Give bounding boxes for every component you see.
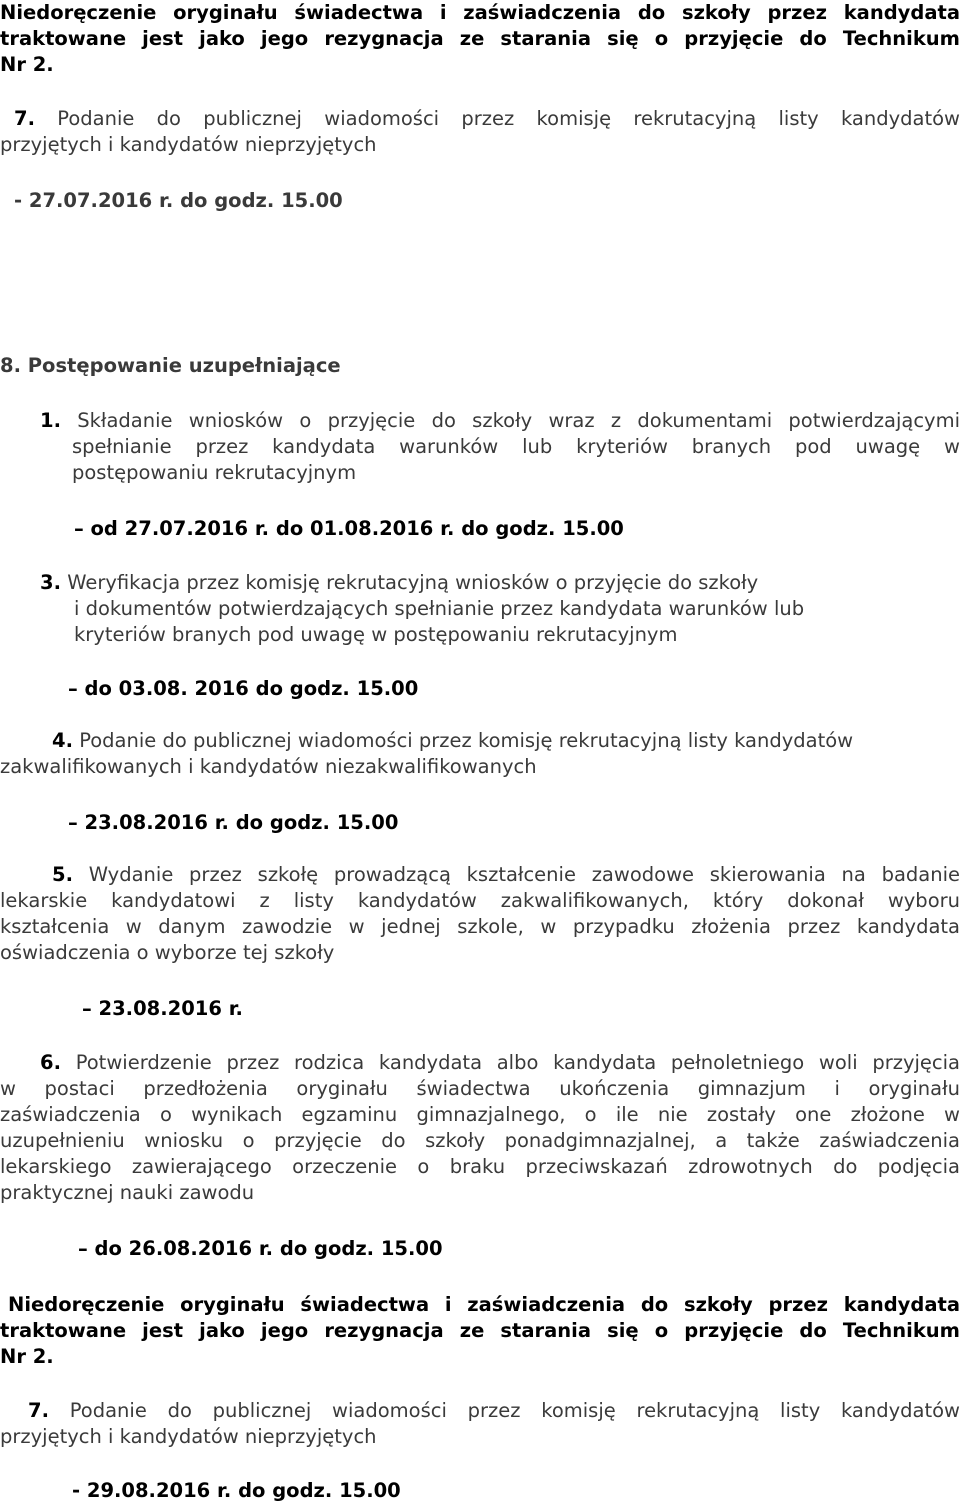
item-7-top-number: 7.	[14, 107, 35, 130]
notice-top-line-1: Niedoręczenie oryginału świadectwa i zaświadczenia do szkoły przez kandydata	[0, 1, 960, 24]
item-3	[0, 570, 900, 648]
item-7-bottom	[0, 1398, 960, 1450]
item-5-number: 5.	[52, 863, 73, 886]
notice-bottom-line-1: Niedoręczenie oryginału świadectwa i zaświadczenia do szkoły przez kandydata	[8, 1293, 960, 1316]
item-3-line-2: i dokumentów potwierdzających spełnianie przez kandydata warunków lub	[74, 597, 805, 620]
item-4-line-1	[0, 728, 960, 754]
item-6-line-4: uzupełnieniu wniosku o przyjęcie do szkoły ponadgimnazjalnej, a także zaświadczenia	[0, 1129, 960, 1152]
item-7-top	[0, 106, 960, 158]
item-5-text-1: Wydanie przez szkołę prowadzącą kształcenie zawodowe skierowania na badanie	[88, 863, 960, 886]
item-1-text-1: Składanie wniosków o przyjęcie do szkoły wraz z dokumentami potwierdzającymi	[77, 409, 960, 432]
item-1-line-3: postępowaniu rekrutacyjnym	[72, 461, 357, 484]
item-4-deadline: – 23.08.2016 r. do godz. 15.00	[68, 811, 399, 834]
item-6-line-5: lekarskiego zawierającego orzeczenie o braku przeciwskazań zdrowotnych do podjęcia	[0, 1155, 960, 1178]
section-8-heading: 8. Postępowanie uzupełniające	[0, 354, 341, 377]
notice-bottom-line-2: traktowane jest jako jego rezygnacja ze starania się o przyjęcie do Technikum	[0, 1319, 960, 1342]
item-5	[0, 862, 960, 966]
notice-top-line-2: traktowane jest jako jego rezygnacja ze starania się o przyjęcie do Technikum	[0, 27, 960, 50]
item-7-top-line-1	[0, 106, 960, 132]
item-1-line-2: spełnianie przez kandydata warunków lub kryteriów branych pod uwagę w	[72, 435, 960, 458]
item-7-bottom-line-2: przyjętych i kandydatów nieprzyjętych	[0, 1425, 377, 1448]
item-5-line-4: oświadczenia o wyborze tej szkoły	[0, 941, 335, 964]
item-7-top-text-1: Podanie do publicznej wiadomości przez komisję rekrutacyjną listy kandydatów	[57, 107, 960, 130]
item-3-line-3: kryteriów branych pod uwagę w postępowaniu rekrutacyjnym	[74, 623, 678, 646]
item-3-line-1	[0, 570, 900, 596]
item-7-top-line-2: przyjętych i kandydatów nieprzyjętych	[0, 133, 377, 156]
item-4-number: 4.	[52, 729, 73, 752]
item-6-line-6: praktycznej nauki zawodu	[0, 1181, 255, 1204]
item-6-line-1	[0, 1050, 960, 1076]
item-7-bottom-number: 7.	[28, 1399, 49, 1422]
item-7-bottom-line-1	[0, 1398, 960, 1424]
item-1-line-1	[0, 408, 960, 434]
item-4-line-2: zakwalifikowanych i kandydatów niezakwalifikowanych	[0, 755, 537, 778]
item-6-text-1: Potwierdzenie przez rodzica kandydata albo kandydata pełnoletniego woli przyjęcia	[75, 1051, 960, 1074]
item-6-deadline: – do 26.08.2016 r. do godz. 15.00	[78, 1237, 443, 1260]
item-5-deadline: – 23.08.2016 r.	[82, 997, 243, 1020]
item-6-line-3: zaświadczenia o wynikach egzaminu gimnazjalnego, o ile nie zostały one złożone w	[0, 1103, 960, 1126]
item-5-line-2: lekarskie kandydatowi z listy kandydatów zakwalifikowanych, który dokonał wyboru	[0, 889, 960, 912]
notice-bottom	[0, 1292, 960, 1370]
item-4-text-1: Podanie do publicznej wiadomości przez komisję rekrutacyjną listy kandydatów	[79, 729, 854, 752]
notice-top	[0, 0, 960, 78]
item-6	[0, 1050, 960, 1206]
item-7-bottom-text-1: Podanie do publicznej wiadomości przez komisję rekrutacyjną listy kandydatów	[69, 1399, 960, 1422]
item-5-line-3: kształcenia w danym zawodzie w jednej szkole, w przypadku złożenia przez kandydata	[0, 915, 960, 938]
item-6-number: 6.	[40, 1051, 61, 1074]
item-3-number: 3.	[40, 571, 61, 594]
item-6-line-2: w postaci przedłożenia oryginału świadectwa ukończenia gimnazjum i oryginału	[0, 1077, 960, 1100]
item-5-line-1	[0, 862, 960, 888]
item-1-deadline: – od 27.07.2016 r. do 01.08.2016 r. do godz. 15.00	[74, 517, 624, 540]
item-1-number: 1.	[40, 409, 61, 432]
notice-top-line-3: Nr 2.	[0, 53, 54, 76]
item-7-bottom-deadline: - 29.08.2016 r. do godz. 15.00	[72, 1479, 401, 1502]
item-3-text-1: Weryfikacja przez komisję rekrutacyjną wniosków o przyjęcie do szkoły	[67, 571, 759, 594]
item-4	[0, 728, 960, 780]
item-3-deadline: – do 03.08. 2016 do godz. 15.00	[68, 677, 419, 700]
item-1	[0, 408, 960, 486]
item-7-top-deadline: - 27.07.2016 r. do godz. 15.00	[14, 189, 343, 212]
notice-bottom-line-3: Nr 2.	[0, 1345, 54, 1368]
